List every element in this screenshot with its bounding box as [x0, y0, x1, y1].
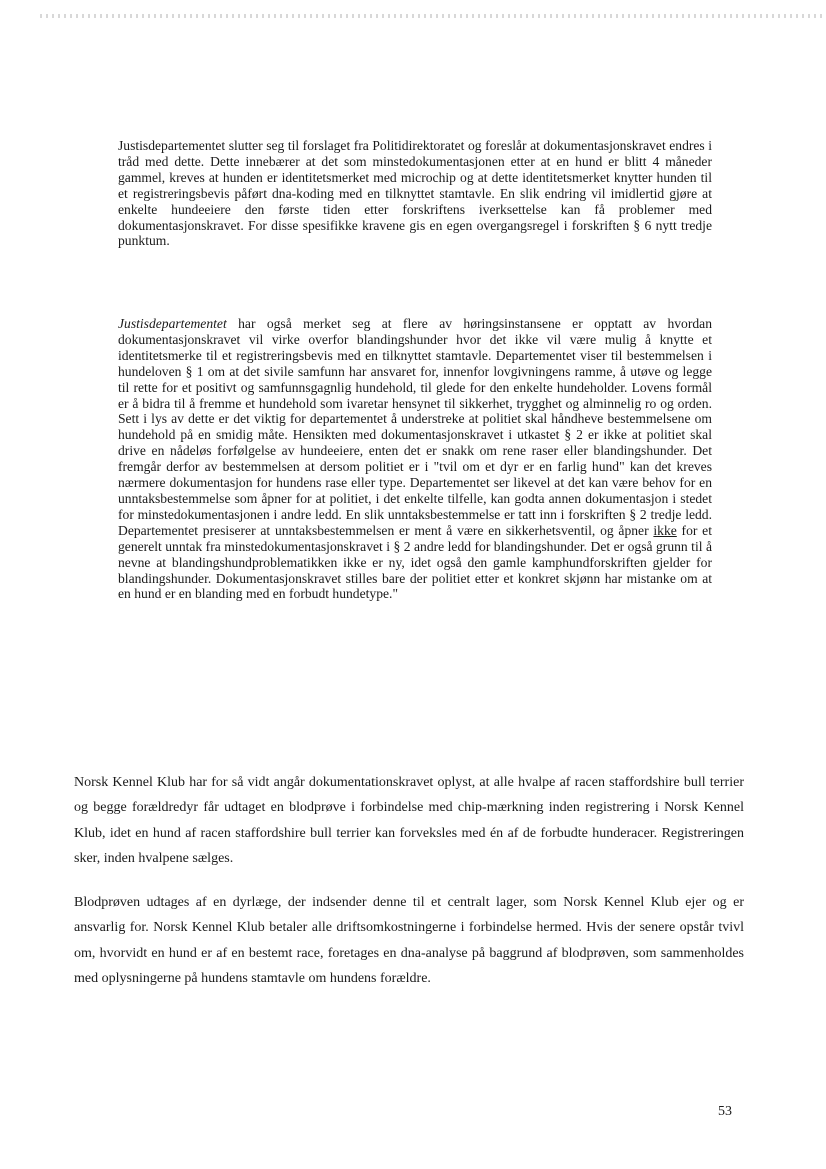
quote-underlined-word: ikke: [653, 522, 677, 538]
body-paragraph-2: Blodprøven udtages af en dyrlæge, der indsender denne til et centralt lager, som Norsk Kennel Klub ejer og er ansvarlig for. Norsk Kennel Klub betaler alle driftsomkostningerne i forbindelse hermed. Hvis der senere opstår tvivl om, hvorvidt en hund er af en bestemt race, foretages en dna-analyse på baggrund af blodprøven, som sammenholdes med oplysningerne på hundens stamtavle om hundens forældre.: [74, 895, 744, 986]
scan-edge-artifact: [40, 14, 826, 18]
quote-text-part-1: har også merket seg at flere av høringsinstansene er opptatt av hvordan dokumentasjonskravet vil virke overfor blandingshunder hvor det ikke vil være mulig å knytte et identitetsmerke til et registreringsbevis med en tilknyttet stamtavle. Departementet viser til bestemmelsen i hundeloven § 1 om at det sivile samfunn har ansvaret for, innenfor lovgivningens ramme, å utøve og legge til rette for et positivt og samfunnsgagnlig hundehold, til glede for den enkelte hundeholder. Lovens formål er å bidra til å fremme et hundehold som ivaretar hensynet til sikkerhet, trygghet og alminnelig ro og orden. Sett i lys av dette er det viktig for departementet å understreke at politiet skal håndheve bestemmelsene om hundehold på en smidig måte. Hensikten med dokumentasjonskravet i utkastet § 2 er ikke at politiet skal drive en nådeløs forfølgelse av hundeeiere, enten det er snakk om rene raser eller blandingshunder. Det fremgår derfor av bestemmelsen at dersom politiet er i "tvil om et dyr er en farlig hund" kan det kreves nærmere dokumentasjon for hundens rase eller type. Departementet ser likevel at det kan være behov for en unntaksbestemmelse som åpner for at politiet, i det enkelte tilfelle, kan godta annen dokumentasjon i stedet for minstedokumentasjonen i andre ledd. En slik unntaksbestemmelse er tatt inn i forskriften § 2 tredje ledd. Departementet presiserer at unntaksbestemmelsen er ment å være en sikkerhetsventil, og åpner: [118, 316, 712, 538]
quote-paragraph-1: Justisdepartementet slutter seg til forslaget fra Politidirektoratet og foreslår at dokumentasjonskravet endres i tråd med dette. Dette innebærer at det som minstedokumentasjonen etter at en hund er blitt 4 måneder gammel, kreves at hunden er identitetsmerket med microchip og at dette identitetsmerket knytter hunden til et registreringsbevis påført dna-koding med en tilknyttet stamtavle. En slik endring vil imidlertid gjøre at enkelte hundeeiere den første tiden etter forskriftens iverksettelse kan få problemer med dokumentasjonskravet. For disse spesifikke kravene gis en egen overgangsregel i forskriften § 6 nytt tredje punktum.: [118, 138, 712, 249]
quote-text-part-2: for et generelt unntak fra minstedokumentasjonskravet i § 2 andre ledd for blandingshunder. Det er også grunn til å nevne at blandingshundproblematikken ikke er ny, idet også den gamle kamphundforskriften gjelder for blandingshunder. Dokumentasjonskravet stilles bare der politiet etter et konkret skjønn har mistanke om at en hund er en blanding med en forbudt hundetype.": [118, 522, 712, 602]
page-number: 53: [718, 1104, 732, 1119]
quote-paragraph-2: [118, 316, 712, 602]
quote-italic-lead: Justisdepartementet: [118, 316, 227, 331]
body-paragraph-1: Norsk Kennel Klub har for så vidt angår dokumentationskravet oplyst, at alle hvalpe af racen staffordshire bull terrier og begge forældredyr får udtaget en blodprøve i forbindelse med chip-mærkning inden registrering i Norsk Kennel Klub, idet en hund af racen staffordshire bull terrier kan forveksles med én af de forbudte hunderacer. Registreringen sker, inden hvalpene sælges.: [74, 775, 744, 866]
